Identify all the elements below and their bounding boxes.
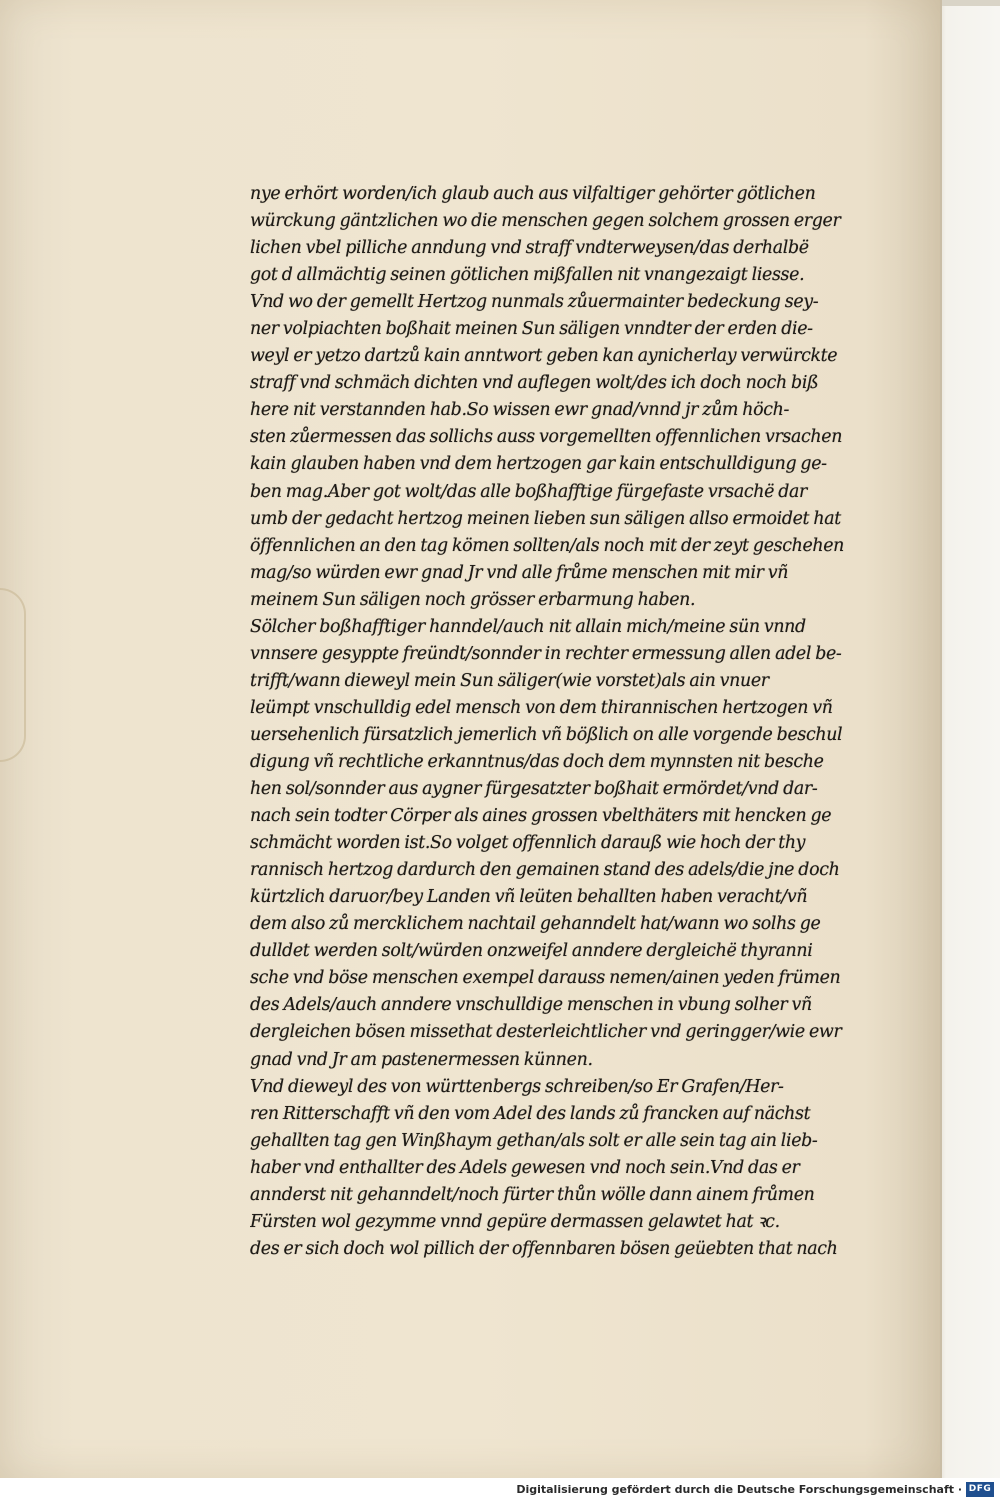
binding-mark — [0, 588, 26, 762]
text-line: gnad vnd Jr am pastenermessen künnen. — [250, 1049, 593, 1070]
text-line: würckung gäntzlichen wo die menschen gegen solchem grossen erger — [250, 211, 841, 232]
text-line: dergleichen bösen missethat desterleichtlicher vnd geringger/wie ewr — [250, 1022, 842, 1043]
text-line: Fürsten wol gezymme vnnd gepüre dermassen gelawtet hat ꝛc. — [250, 1211, 780, 1232]
body-text — [250, 181, 900, 1263]
text-line: meinem Sun säligen noch grösser erbarmung haben. — [250, 589, 696, 610]
text-line: Vnd wo der gemellt Hertzog nunmals zůuermainter bedeckung sey- — [250, 292, 819, 313]
text-line: uersehenlich fürsatzlich jemerlich vñ bößlich on alle vorgende beschul — [250, 724, 843, 745]
text-line: des Adels/auch anndere vnschulldige menschen in vbung solher vñ — [250, 995, 812, 1016]
text-line: digung vñ rechtliche erkanntnus/das doch dem mynnsten nit besche — [250, 751, 824, 772]
footer-bar — [0, 1478, 1000, 1502]
text-line: kürtzlich daruor/bey Landen vñ leüten behallten haben veracht/vñ — [250, 887, 808, 908]
text-line: lichen vbel pilliche anndung vnd straff vndterweysen/das derhalbë — [250, 238, 809, 259]
dfg-logo-icon: DFG — [966, 1482, 994, 1497]
text-line: Vnd dieweyl des von württenbergs schreiben/so Er Grafen/Her- — [250, 1076, 784, 1097]
text-line: nye erhört worden/ich glaub auch aus vilfaltiger gehörter götlichen — [250, 184, 816, 204]
text-line: haber vnd enthallter des Adels gewesen vnd noch sein.Vnd das er — [250, 1157, 800, 1178]
text-line: kain glauben haben vnd dem hertzogen gar kain entschulldigung ge- — [250, 454, 827, 475]
text-line: dem also zů mercklichem nachtail gehanndelt hat/wann wo solhs ge — [250, 914, 821, 935]
text-line: öffennlichen an den tag kömen sollten/als noch mit der zeyt geschehen — [250, 535, 845, 556]
text-line: Sölcher boßhafftiger hanndel/auch nit allain mich/meine sün vnnd — [250, 616, 806, 637]
text-line: vnnsere gesyppte freündt/sonnder in rechter ermessung allen adel be- — [250, 643, 842, 664]
text-line: gehallten tag gen Winßhaym gethan/als solt er alle sein tag ain lieb- — [250, 1130, 818, 1151]
text-line: here nit verstannden hab.So wissen ewr gnad/vnnd jr zům höch- — [250, 400, 789, 421]
text-line: schmächt worden ist.So volget offennlich darauß wie hoch der thy — [250, 833, 806, 854]
text-line: ren Ritterschafft vñ den vom Adel des lands zů francken auf nächst — [250, 1103, 811, 1124]
funding-credit: Digitalisierung gefördert durch die Deutsche Forschungsgemeinschaft · — [516, 1483, 962, 1496]
text-line: annderst nit gehanndelt/noch fürter thůn wölle dann ainem frůmen — [250, 1184, 815, 1205]
text-line: ben mag.Aber got wolt/das alle boßhafftige fürgefaste vrsachë dar — [250, 481, 807, 502]
text-line: leümpt vnschulldig edel mensch von dem thirannischen hertzogen vñ — [250, 697, 833, 718]
text-line: got d allmächtig seinen götlichen mißfallen nit vnangezaigt liesse. — [250, 265, 805, 286]
text-line: nach sein todter Cörper als aines grossen vbelthäters mit hencken ge — [250, 806, 832, 827]
text-line: ner volpiachten boßhait meinen Sun säligen vnndter der erden die- — [250, 319, 813, 340]
text-line: trifft/wann dieweyl mein Sun säliger(wie vorstet)als ain vnuer — [250, 670, 769, 691]
text-line: umb der gedacht hertzog meinen lieben sun säligen allso ermoidet hat — [250, 508, 841, 529]
text-line: weyl er yetzo dartzů kain anntwort geben kan aynicherlay verwürckte — [250, 346, 838, 367]
text-line: des er sich doch wol pillich der offennbaren bösen geüebten that nach — [250, 1238, 838, 1259]
text-line: hen sol/sonnder aus aygner fürgesatzter boßhait ermördet/vnd dar- — [250, 779, 818, 800]
text-line: sten zůermessen das sollichs auss vorgemellten offennlichen vrsachen — [250, 427, 843, 448]
text-line: mag/so würden ewr gnad Jr vnd alle frůme menschen mit mir vñ — [250, 562, 789, 583]
text-line: rannisch hertzog dardurch den gemainen stand des adels/die jne doch — [250, 860, 840, 881]
text-line: sche vnd böse menschen exempel darauss nemen/ainen yeden frümen — [250, 968, 841, 989]
text-line: straff vnd schmäch dichten vnd auflegen wolt/des ich doch noch biß — [250, 373, 819, 394]
text-line: dulldet werden solt/würden onzweifel anndere dergleichë thyranni — [250, 941, 813, 962]
